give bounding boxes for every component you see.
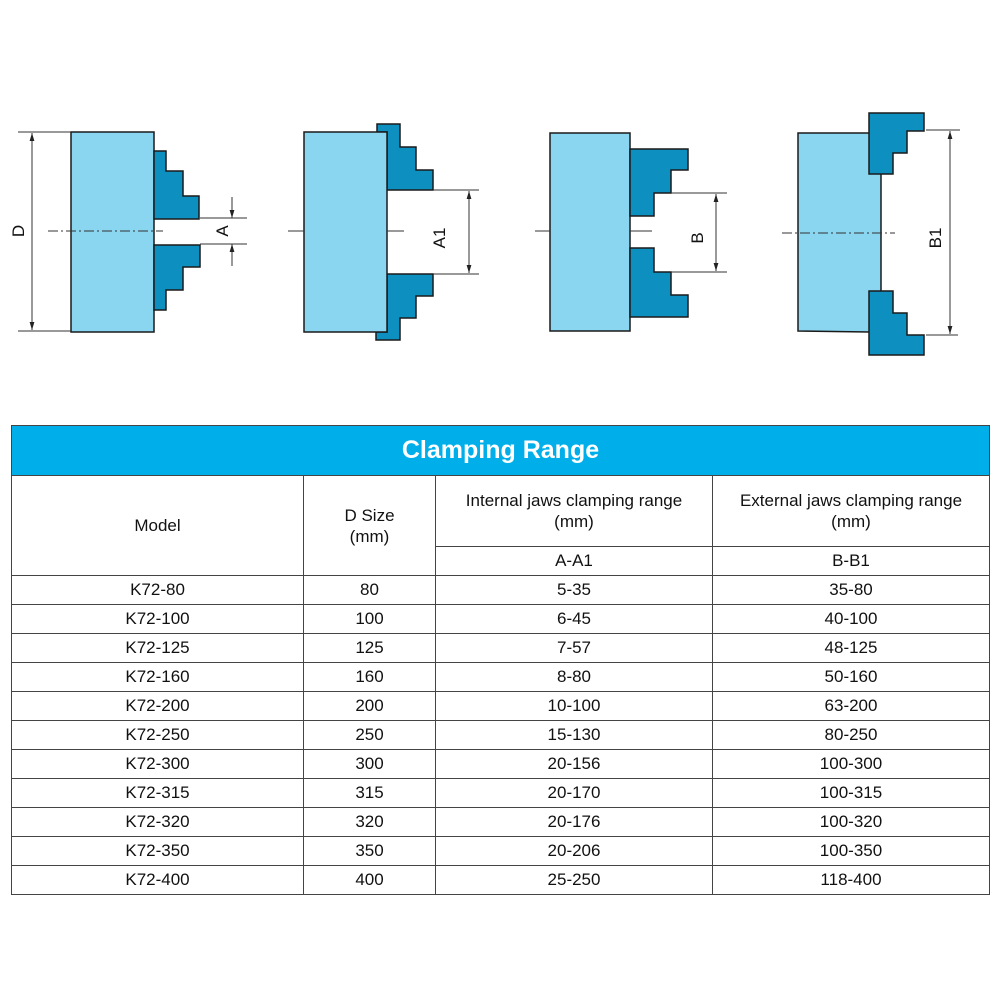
header-external-unit: (mm) [831,512,871,531]
external-range-cell: 118-400 [713,866,990,895]
external-range-cell: 35-80 [713,576,990,605]
table-title: Clamping Range [12,426,990,476]
table-row [12,576,990,605]
header-d-size [304,476,436,576]
clamping-range-table [11,425,990,895]
table-row [12,634,990,663]
d-size-cell: 125 [304,634,436,663]
internal-range-cell: 20-206 [436,837,713,866]
internal-range-cell: 8-80 [436,663,713,692]
header-internal [436,476,713,547]
table-row [12,837,990,866]
d-size-cell: 315 [304,779,436,808]
table-row [12,779,990,808]
table-row [12,605,990,634]
header-internal-unit: (mm) [554,512,594,531]
model-cell: K72-100 [12,605,304,634]
header-internal-sub: A-A1 [436,547,713,576]
internal-range-cell: 20-156 [436,750,713,779]
d-size-cell: 350 [304,837,436,866]
d-size-cell: 320 [304,808,436,837]
table-body [12,576,990,895]
model-cell: K72-400 [12,866,304,895]
model-cell: K72-80 [12,576,304,605]
model-cell: K72-125 [12,634,304,663]
external-range-cell: 100-300 [713,750,990,779]
model-cell: K72-350 [12,837,304,866]
header-d-size-unit: (mm) [349,526,390,546]
chuck-body [71,132,154,332]
model-cell: K72-320 [12,808,304,837]
table-row [12,750,990,779]
diagram-internal-max [288,124,479,340]
external-range-cell: 40-100 [713,605,990,634]
diagram-external-min [535,133,727,331]
d-size-cell: 160 [304,663,436,692]
d-size-cell: 200 [304,692,436,721]
external-range-cell: 48-125 [713,634,990,663]
external-range-cell: 63-200 [713,692,990,721]
d-size-cell: 300 [304,750,436,779]
table-row [12,866,990,895]
jaw-bottom [869,291,924,355]
model-cell: K72-300 [12,750,304,779]
external-range-cell: 80-250 [713,721,990,750]
external-range-cell: 50-160 [713,663,990,692]
table-row [12,808,990,837]
internal-range-cell: 20-170 [436,779,713,808]
chuck-body [304,132,387,332]
header-external-label: External jaws clamping range [739,491,963,510]
jaw-top [869,113,924,174]
jaw-top [630,149,688,216]
label-b1: B1 [926,227,945,249]
header-d-size-label: D Size [344,505,395,525]
diagram-external-max [782,113,960,355]
model-cell: K72-160 [12,663,304,692]
internal-range-cell: 20-176 [436,808,713,837]
d-size-cell: 100 [304,605,436,634]
jaw-bottom [630,248,688,317]
internal-range-cell: 15-130 [436,721,713,750]
header-external-sub: B-B1 [713,547,990,576]
internal-range-cell: 6-45 [436,605,713,634]
label-a1: A1 [430,227,449,249]
table-row [12,663,990,692]
internal-range-cell: 10-100 [436,692,713,721]
model-cell: K72-315 [12,779,304,808]
d-size-cell: 250 [304,721,436,750]
table-row [12,721,990,750]
table-row [12,692,990,721]
jaw-top [154,151,199,219]
internal-range-cell: 25-250 [436,866,713,895]
d-size-cell: 80 [304,576,436,605]
chuck-diagrams [0,0,1000,400]
label-a: A [213,225,232,237]
model-cell: K72-250 [12,721,304,750]
header-external [713,476,990,547]
external-range-cell: 100-315 [713,779,990,808]
internal-range-cell: 7-57 [436,634,713,663]
external-range-cell: 100-320 [713,808,990,837]
label-d: D [9,224,28,238]
d-size-cell: 400 [304,866,436,895]
label-b: B [688,232,707,244]
chuck-body [550,133,630,331]
model-cell: K72-200 [12,692,304,721]
external-range-cell: 100-350 [713,837,990,866]
diagram-internal-min [9,132,247,332]
header-internal-label: Internal jaws clamping range [465,491,683,510]
internal-range-cell: 5-35 [436,576,713,605]
jaw-bottom [154,245,200,310]
header-model: Model [12,476,304,576]
